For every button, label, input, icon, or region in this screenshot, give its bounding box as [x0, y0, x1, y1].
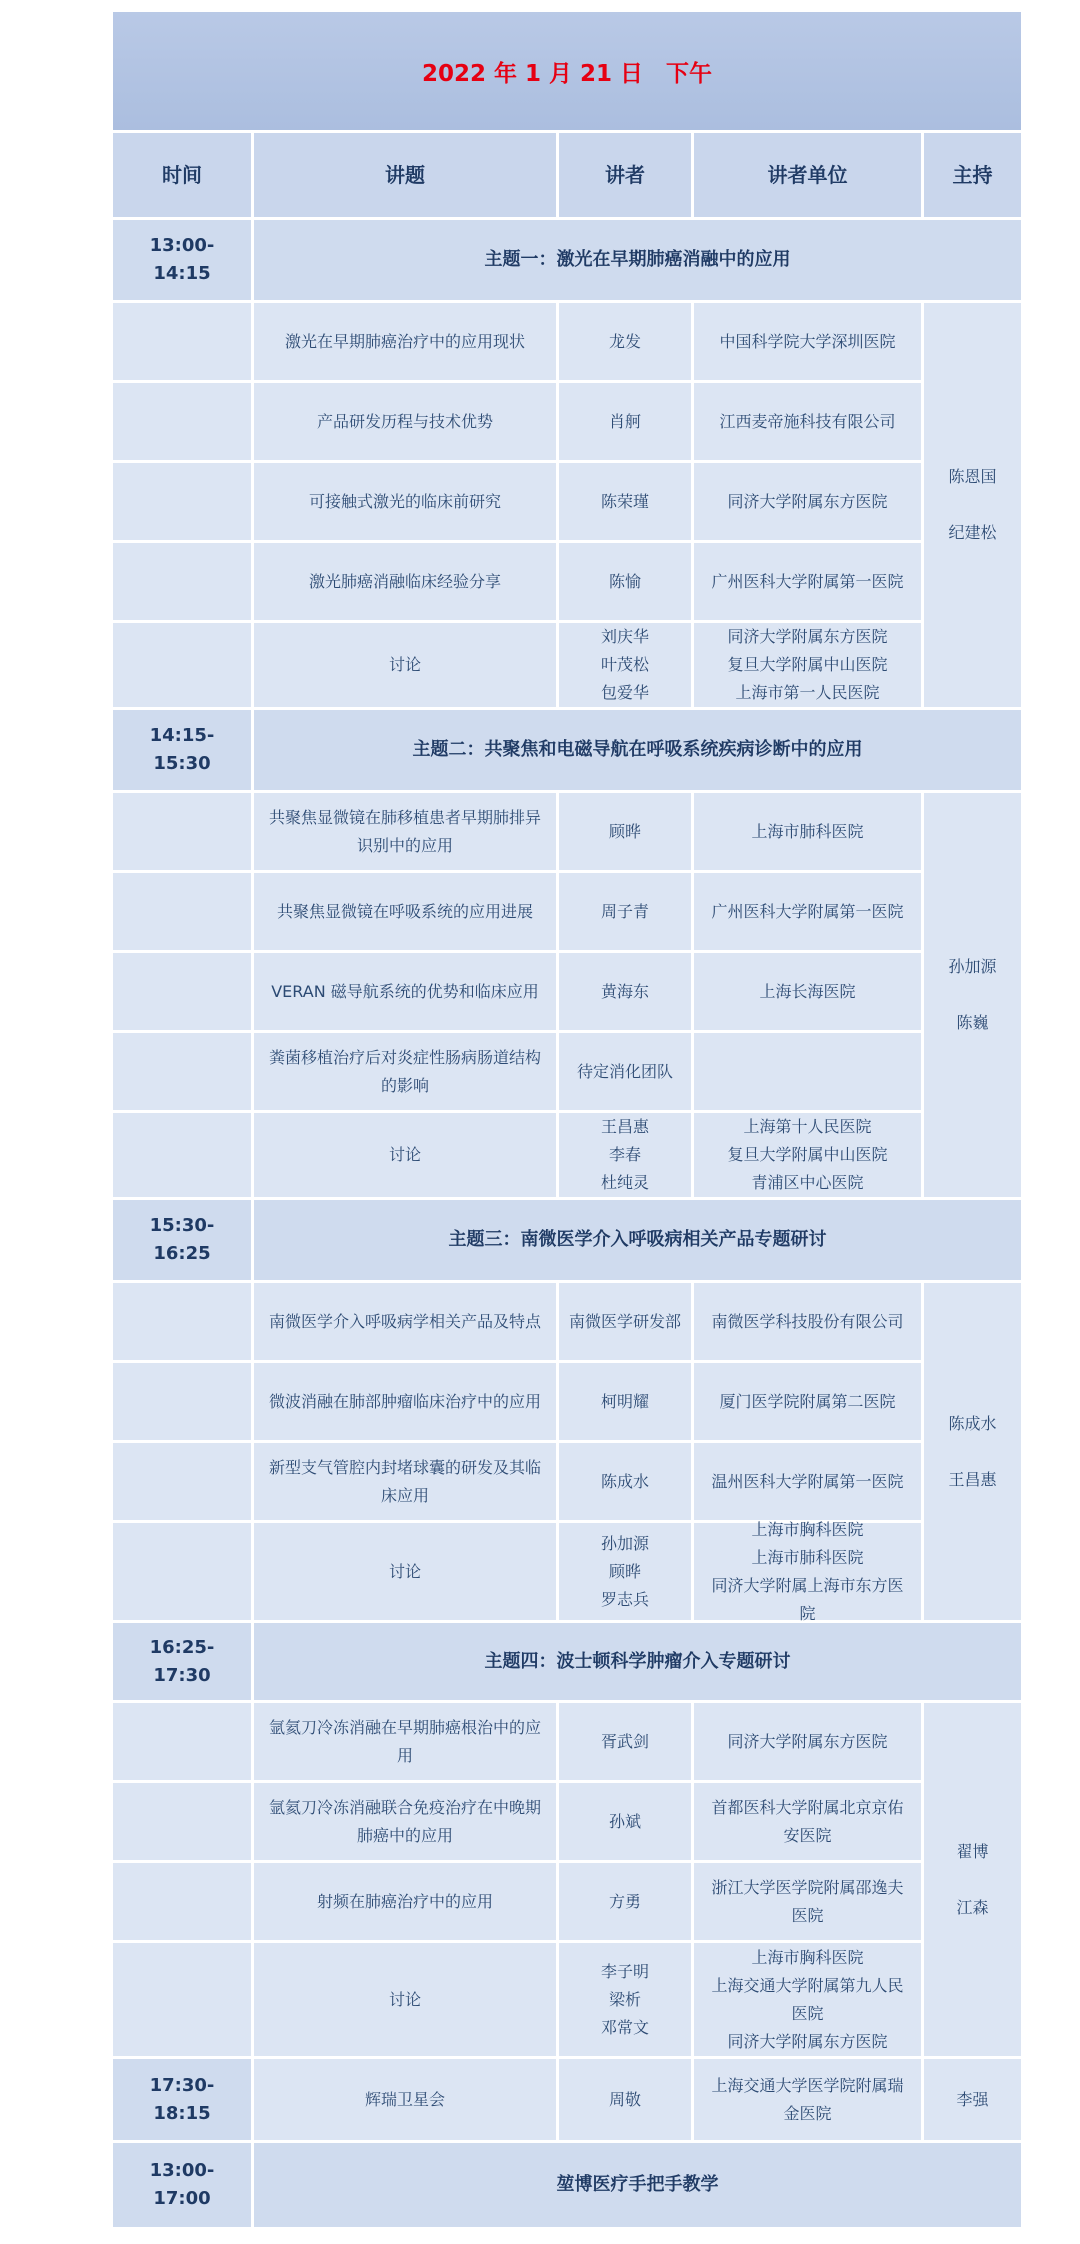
talk-speaker: 周子青	[559, 873, 691, 950]
session-host: 陈成水 王昌惠	[924, 1283, 1021, 1620]
time-header: 时间	[113, 133, 251, 217]
session-theme: 主题二：共聚焦和电磁导航在呼吸系统疾病诊断中的应用	[254, 710, 1021, 790]
time-cell-empty	[113, 1283, 251, 1360]
talk-speaker: 孙斌	[559, 1783, 691, 1860]
speaker-header: 讲者	[559, 133, 691, 217]
session-time: 16:25-17:30	[113, 1623, 251, 1700]
session-time: 13:00-14:15	[113, 220, 251, 300]
time-cell-empty	[113, 1703, 251, 1780]
session-host: 陈恩国 纪建松	[924, 303, 1021, 707]
satellite-topic: 辉瑞卫星会	[254, 2059, 556, 2140]
talk-topic: 产品研发历程与技术优势	[254, 383, 556, 460]
time-cell-empty	[113, 463, 251, 540]
satellite-speaker: 周敬	[559, 2059, 691, 2140]
time-cell-empty	[113, 623, 251, 707]
time-cell-empty	[113, 1443, 251, 1520]
talk-topic: 讨论	[254, 1113, 556, 1197]
time-cell-empty	[113, 1863, 251, 1940]
speaker-unit: 南微医学科技股份有限公司	[694, 1283, 921, 1360]
talk-speaker: 陈荣瑾	[559, 463, 691, 540]
time-cell-empty	[113, 873, 251, 950]
talk-topic: 共聚焦显微镜在肺移植患者早期肺排异识别中的应用	[254, 793, 556, 870]
talk-topic: VERAN 磁导航系统的优势和临床应用	[254, 953, 556, 1030]
talk-speaker: 陈成水	[559, 1443, 691, 1520]
talk-topic: 讨论	[254, 1523, 556, 1620]
workshop-time: 13:00-17:00	[113, 2143, 251, 2227]
host-header: 主持	[924, 133, 1021, 217]
talk-speaker: 龙发	[559, 303, 691, 380]
schedule-date-title: 2022 年 1 月 21 日 下午	[113, 12, 1021, 130]
talk-topic: 微波消融在肺部肿瘤临床治疗中的应用	[254, 1363, 556, 1440]
speaker-unit: 上海市胸科医院 上海交通大学附属第九人民医院 同济大学附属东方医院	[694, 1943, 921, 2056]
talk-topic: 南微医学介入呼吸病学相关产品及特点	[254, 1283, 556, 1360]
session-theme: 主题一：激光在早期肺癌消融中的应用	[254, 220, 1021, 300]
talk-topic: 氩氦刀冷冻消融联合免疫治疗在中晚期肺癌中的应用	[254, 1783, 556, 1860]
talk-topic: 激光肺癌消融临床经验分享	[254, 543, 556, 620]
talk-speaker: 顾晔	[559, 793, 691, 870]
talk-speaker: 柯明耀	[559, 1363, 691, 1440]
session-time: 14:15-15:30	[113, 710, 251, 790]
schedule-table	[113, 12, 1021, 2230]
session-host: 孙加源 陈巍	[924, 793, 1021, 1197]
satellite-unit: 上海交通大学医学院附属瑞金医院	[694, 2059, 921, 2140]
speaker-unit: 浙江大学医学院附属邵逸夫医院	[694, 1863, 921, 1940]
talk-speaker: 刘庆华 叶茂松 包爱华	[559, 623, 691, 707]
talk-speaker: 黄海东	[559, 953, 691, 1030]
speaker-unit	[694, 1033, 921, 1110]
talk-speaker: 待定消化团队	[559, 1033, 691, 1110]
talk-topic: 激光在早期肺癌治疗中的应用现状	[254, 303, 556, 380]
talk-speaker: 肖舸	[559, 383, 691, 460]
speaker-unit: 温州医科大学附属第一医院	[694, 1443, 921, 1520]
talk-speaker: 胥武剑	[559, 1703, 691, 1780]
talk-topic: 讨论	[254, 1943, 556, 2056]
talk-topic: 可接触式激光的临床前研究	[254, 463, 556, 540]
session-theme: 主题四：波士顿科学肿瘤介入专题研讨	[254, 1623, 1021, 1700]
talk-topic: 粪菌移植治疗后对炎症性肠病肠道结构的影响	[254, 1033, 556, 1110]
talk-speaker: 李子明 梁析 邓常文	[559, 1943, 691, 2056]
time-cell-empty	[113, 1523, 251, 1620]
talk-topic: 氩氦刀冷冻消融在早期肺癌根治中的应用	[254, 1703, 556, 1780]
speaker-unit: 同济大学附属东方医院	[694, 1703, 921, 1780]
time-cell-empty	[113, 1113, 251, 1197]
speaker-unit: 江西麦帝施科技有限公司	[694, 383, 921, 460]
speaker-unit: 上海市胸科医院 上海市肺科医院 同济大学附属上海市东方医院	[694, 1523, 921, 1620]
speaker-unit: 上海第十人民医院 复旦大学附属中山医院 青浦区中心医院	[694, 1113, 921, 1197]
speaker-unit: 同济大学附属东方医院 复旦大学附属中山医院 上海市第一人民医院	[694, 623, 921, 707]
satellite-time: 17:30-18:15	[113, 2059, 251, 2140]
talk-speaker: 陈愉	[559, 543, 691, 620]
talk-speaker: 孙加源 顾晔 罗志兵	[559, 1523, 691, 1620]
time-cell-empty	[113, 303, 251, 380]
talk-topic: 新型支气管腔内封堵球囊的研发及其临床应用	[254, 1443, 556, 1520]
speaker-unit: 广州医科大学附属第一医院	[694, 873, 921, 950]
talk-speaker: 南微医学研发部	[559, 1283, 691, 1360]
speaker-unit: 首都医科大学附属北京京佑安医院	[694, 1783, 921, 1860]
time-cell-empty	[113, 953, 251, 1030]
time-cell-empty	[113, 1033, 251, 1110]
time-cell-empty	[113, 793, 251, 870]
session-time: 15:30-16:25	[113, 1200, 251, 1280]
satellite-host: 李强	[924, 2059, 1021, 2140]
time-cell-empty	[113, 383, 251, 460]
talk-topic: 讨论	[254, 623, 556, 707]
time-cell-empty	[113, 1943, 251, 2056]
speaker-unit: 广州医科大学附属第一医院	[694, 543, 921, 620]
time-cell-empty	[113, 1363, 251, 1440]
talk-speaker: 王昌惠 李春 杜纯灵	[559, 1113, 691, 1197]
topic-header: 讲题	[254, 133, 556, 217]
speaker-unit: 厦门医学院附属第二医院	[694, 1363, 921, 1440]
session-theme: 主题三：南微医学介入呼吸病相关产品专题研讨	[254, 1200, 1021, 1280]
speaker-unit: 同济大学附属东方医院	[694, 463, 921, 540]
time-cell-empty	[113, 543, 251, 620]
talk-topic: 射频在肺癌治疗中的应用	[254, 1863, 556, 1940]
speaker-unit: 上海长海医院	[694, 953, 921, 1030]
unit-header: 讲者单位	[694, 133, 921, 217]
session-host: 翟博 江森	[924, 1703, 1021, 2056]
speaker-unit: 上海市肺科医院	[694, 793, 921, 870]
time-cell-empty	[113, 1783, 251, 1860]
talk-topic: 共聚焦显微镜在呼吸系统的应用进展	[254, 873, 556, 950]
workshop-topic: 堃博医疗手把手教学	[254, 2143, 1021, 2227]
talk-speaker: 方勇	[559, 1863, 691, 1940]
speaker-unit: 中国科学院大学深圳医院	[694, 303, 921, 380]
